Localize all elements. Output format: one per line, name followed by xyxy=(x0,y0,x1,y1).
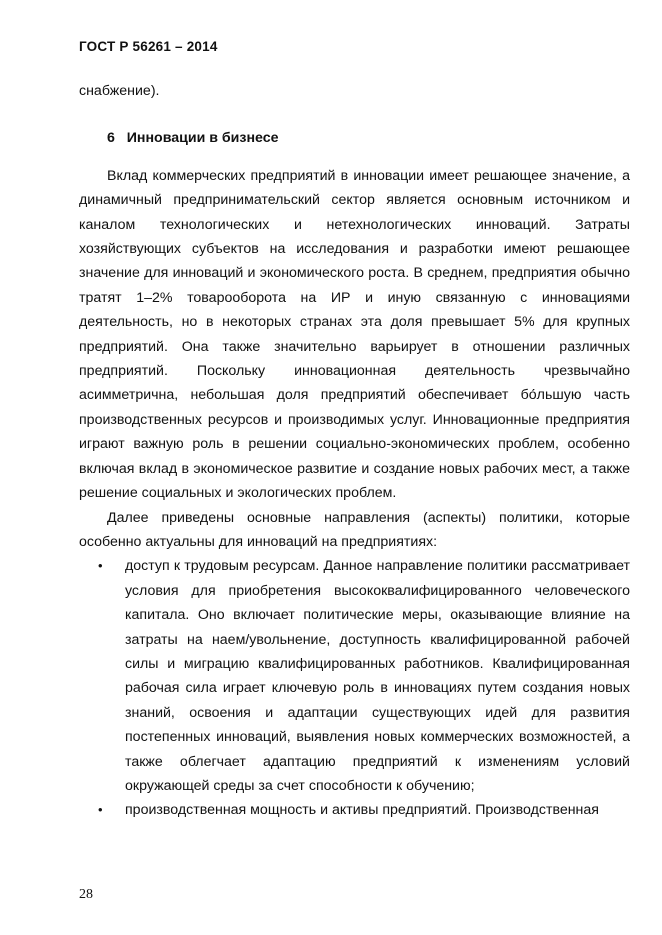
document-header: ГОСТ Р 56261 – 2014 xyxy=(79,39,218,54)
section-heading xyxy=(79,126,630,150)
section-title: Инновации в бизнесе xyxy=(126,130,279,147)
list-item xyxy=(79,798,630,822)
bullet-marker: • xyxy=(98,558,103,574)
list-item-text: производственная мощность и активы предприятий. Производственная xyxy=(125,802,599,819)
paragraph-policy-intro: Далее приведены основные направления (аспекты) политики, которые особенно актуальны для инноваций на предприятиях: xyxy=(79,509,630,550)
continued-text-fragment: снабжение). xyxy=(79,83,160,99)
bullet-marker: • xyxy=(98,802,103,818)
policy-list xyxy=(79,554,630,822)
list-item xyxy=(79,554,630,798)
page-number: 28 xyxy=(79,887,93,902)
paragraph-business-contribution: Вклад коммерческих предприятий в инновации имеет решающее значение, а динамичный предпринимательский сектор является основным источником и каналом технологических и нетехнологических инноваций. Затраты хозяйствующих субъектов на исследования и разработки имеют решающее значение для инноваций и экономического роста. В среднем, предприятия обычно тратят 1–2% товарооборота на ИР и иную связанную с инновациями деятельность, но в некоторых странах эта доля превышает 5% для крупных предприятий. Она также значительно варьирует в отношении различных предприятий. Поскольку инновационная деятельность чрезвычайно асимметрична, небольшая доля предприятий обеспечивает бо́льшую часть производственных ресурсов и производимых услуг. Инновационные предприятия играют важную роль в решении социально-экономических проблем, особенно включая вклад в экономическое развитие и создание новых рабочих мест, а также решение социальных и экологических проблем. xyxy=(79,167,630,502)
page-body xyxy=(79,79,630,823)
section-number: 6 xyxy=(107,130,115,147)
list-item-text: доступ к трудовым ресурсам. Данное направление политики рассматривает условия для приобретения высококвалифицированного человеческого капитала. Оно включает политические меры, оказывающие влияние на затраты на наем/увольнение, доступность квалифицированной рабочей силы и миграцию квалифицированных работников. Квалифицированная рабочая сила играет ключевую роль в инновациях путем создания новых знаний, освоения и адаптации существующих идей для развития постепенных инноваций, выявления новых коммерческих возможностей, а также облегчает адаптацию предприятий к изменениям условий окружающей среды за счет способности к обучению; xyxy=(125,558,630,794)
